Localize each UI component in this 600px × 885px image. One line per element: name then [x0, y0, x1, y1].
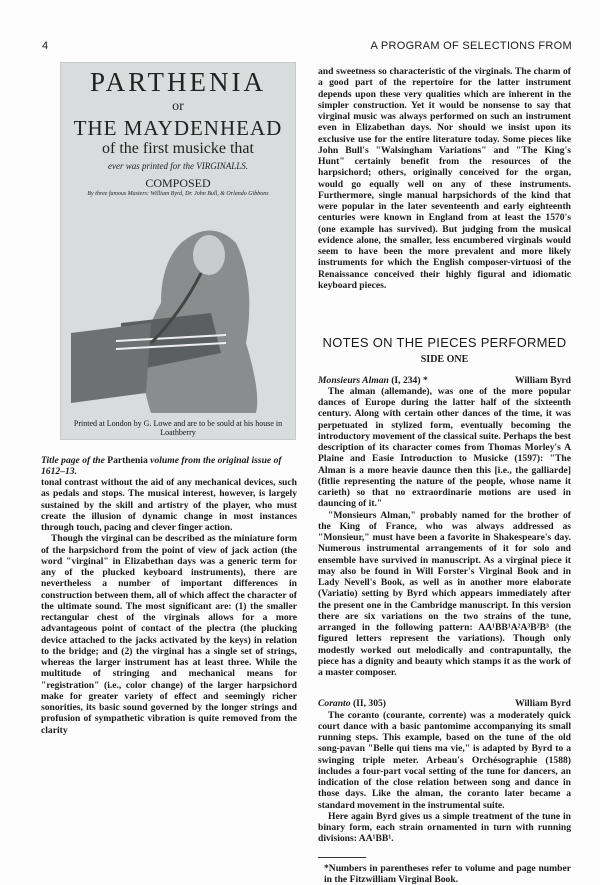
piece-ref: (II, 305) [353, 698, 386, 709]
caption-text: volume from the original issue of 1612–13. [41, 455, 282, 477]
footnote-rule [318, 857, 366, 858]
engraving-line: ever was printed for the VIRGINALLS. [61, 161, 295, 171]
paragraph: "Monsieurs Alman," probably named for the brother of the King of France, who was always addressed as "Monsieur," must have been a favorite in Shakespeare's day. Numerous instrumental arrangements of it for solo and ensemble have survived in manuscript. As a virginal piece it may also be found in Will Forster's Virginal Book and in Lady Nevell's Book, as well as in another more elaborate (Variatio) setting by Byrd which appears immediately after the present one in the Cambridge manuscript. In this version there are six variations on the two strains of the tune, arranged in the following pattern: AA¹BB¹A²A³B²B³ (the figured letters represent the variations). Though only modestly worked out melodically and contrapuntally, the piece has a dignity and beauty which stamps it as the work of a master composer. [318, 510, 571, 679]
piece-composer: William Byrd [515, 698, 571, 709]
right-column [318, 66, 571, 885]
figure-caption [41, 455, 297, 477]
paragraph: tonal contrast without the aid of any mechanical devices, such as pedals and stops. The musical interest, however, is largely sustained by the skill and artistry of the player, who must create the illusion of dynamic change in most instances through touch, pacing and clever finger action. [41, 477, 297, 533]
paragraph: The coranto (courante, corrente) was a moderately quick court dance with a basic pantomime accompanying its small running steps. This example, based on the tune of the old song-pavan "Belle qui tiens ma vie," is adapted by Byrd to a swinging triple meter. Arbeau's Orchésographie (1588) includes a four-part vocal setting of the tune for dancers, an indication of the close relation between song and dance in those days. Like the alman, the coranto later became a standard movement in the instrumental suite. [318, 710, 571, 811]
paragraph: Though the virginal can be described as the miniature form of the harpsichord from the point of view of jack action (the word "virginal" in Elizabethan days was a generic term for any of the plucked keyboard instruments), there are nevertheless a number of important differences in construction between them, all of which affect the character of the ultimate sound. The most significant are: (1) the smaller rectangular chest of the virginals allows for a more advantageous point of contact of the plectra (the plucking device attached to the jacks activated by the keys) in relation to the bridge; and (2) the virginal has a single set of strings, whereas the larger instrument has at least three. While the multitude of stringing and mechanical means for "registration" (i.e., color change) of the larger harpsichord make for greater variety of effect and seemingly richer sonorities, its basic sound governed by the longer strings and profusion of sympathetic vibration is quite removed from the clarity [41, 533, 297, 736]
parthenia-title-page-image [60, 62, 296, 440]
piece-heading [318, 698, 571, 709]
piece-heading [318, 375, 571, 386]
engraving-subtitle: THE MAYDENHEAD [61, 116, 295, 141]
running-head: A PROGRAM OF SELECTIONS FROM [370, 40, 572, 52]
engraving-or: or [61, 99, 295, 115]
footnote: *Numbers in parentheses refer to volume and page number in the Fitzwilliam Virginal Book. [318, 863, 571, 885]
section-heading: NOTES ON THE PIECES PERFORMED [318, 337, 571, 348]
piece-title: Coranto [318, 698, 351, 709]
paragraph: The alman (allemande), was one of the more popular dances of Europe during the latter half of the sixteenth century. Along with certain other dances of the time, it was perpetuated in stylized form, eventually becoming the introductory movement of the classical suite. Perhaps the best description of its character comes from Thomas Morley's A Plaine and Easie Introduction to Musicke (1597): "The Alman is a more heavie daunce then this [i.e., the galliarde] (fitlie representing the nature of the people, whose name it carieth) so that no extraordinarie motions are used in dauncing of it." [318, 386, 571, 510]
paragraph: Here again Byrd gives us a simple treatment of the tune in binary form, each strain ornamented in turn with running divisions: AA¹BB¹. [318, 811, 571, 845]
caption-title: Parthenia [107, 455, 148, 466]
piece-ref: (I, 234) * [391, 375, 428, 386]
engraving-imprint: Printed at London by G. Lowe and are to be sould at his house in Loathberry [61, 419, 295, 437]
engraving-line: of the first musicke that [61, 140, 295, 158]
left-column [41, 477, 297, 736]
page-number: 4 [42, 40, 48, 52]
engraving-line: By three famous Masters: William Byrd, Dr. John Bull, & Orlando Gibbons [61, 191, 295, 197]
paragraph: and sweetness so characteristic of the virginals. The charm of a good part of the repertoire for the latter instrument depends upon these very qualities which are inherent in the simpler construction. Yet it would be nonsense to say that virginal music was always performed on such an instrument even in Elizabethan days. Nor should we insist upon its exclusive use for the entire literature today. Some pieces like John Bull's "Walsingham Variations" and "The King's Hunt" certainly benefit from the resources of the harpsichord; others, originally conceived for the organ, would go equally well on any of these instruments. Furthermore, single manual harpsichords of the kind that were popular in the later seventeenth and early eighteenth centuries were known in England from at least the 1570's (one example has survived). But judging from the musical evidence alone, the smaller, less encumbered virginals would seem to have been the more prevalent and more likely instruments for which the English composer-virtuosi of the Renaissance conceived their highly figural and idiomatic keyboard pieces. [318, 66, 571, 291]
engraving-title: PARTHENIA [61, 67, 295, 98]
woman-at-virginal-illustration [61, 213, 296, 413]
engraving-line: COMPOSED [61, 176, 295, 191]
caption-text: Title page of the [41, 455, 107, 466]
piece-composer: William Byrd [515, 375, 571, 386]
side-heading: SIDE ONE [318, 354, 571, 365]
piece-title: Monsieurs Alman [318, 375, 389, 386]
